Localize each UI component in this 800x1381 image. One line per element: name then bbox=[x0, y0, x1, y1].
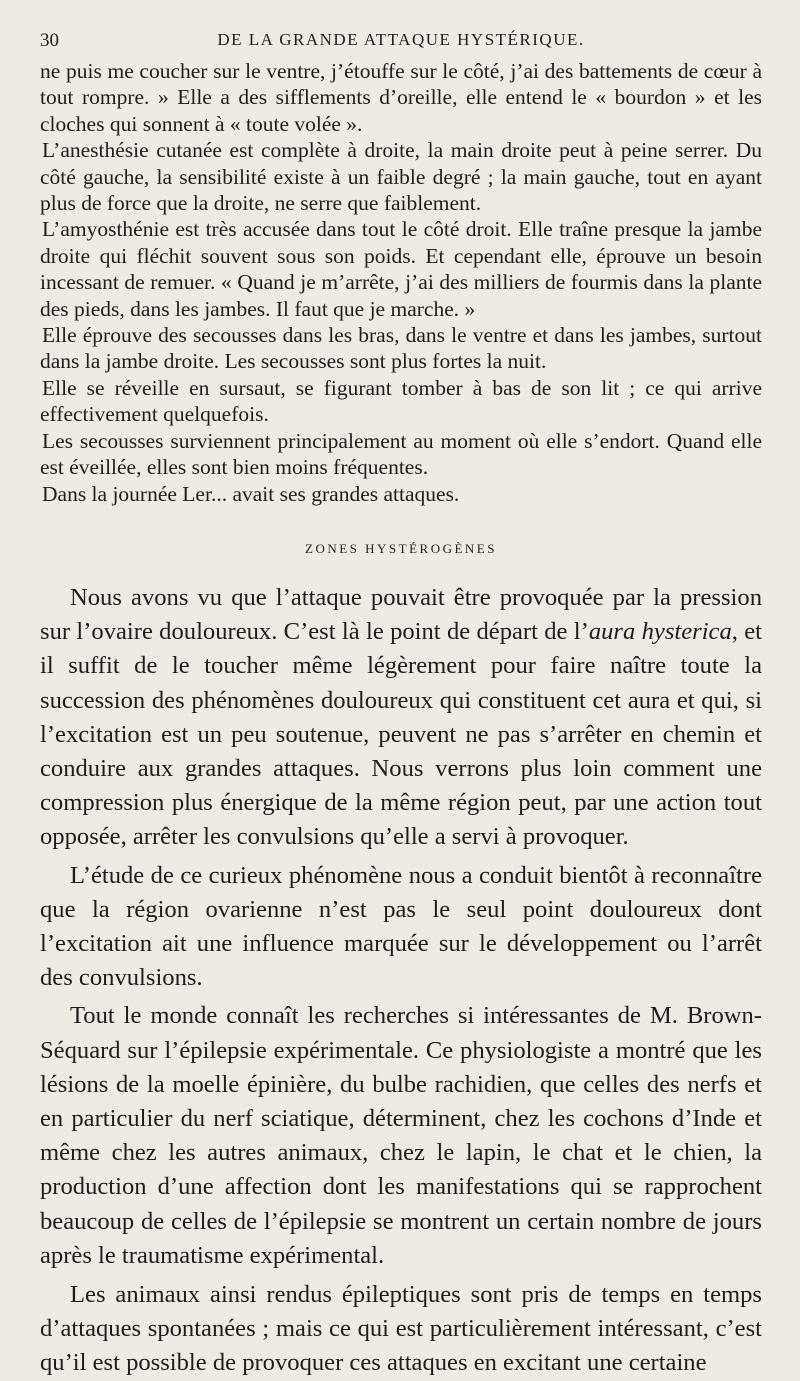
paragraph: Les secousses surviennent principalement au moment où elle s’endort. Quand elle est éveillée, elles sont bien moins fréquentes. bbox=[40, 428, 762, 480]
italic-term: aura hysterica bbox=[588, 618, 732, 646]
paragraph: Dans la journée Ler... avait ses grandes attaques. bbox=[42, 481, 460, 506]
text-run: , et il suffit de le toucher même légèrement pour faire naître toute la succession des phénomènes douloureux qui constituent cet aura et qui, si l’excitation est un peu soutenue, peuvent ne pas s’arrêter en chemin et conduire aux grandes attaques. Nous verrons plus loin comment une compression plus énergique de la même région peut, par une action tout opposée, arrêter les convulsions qu’elle a servi à provoquer. bbox=[40, 618, 762, 851]
book-page bbox=[40, 24, 762, 1381]
paragraph: ne puis me coucher sur le ventre, j’étouffe sur le côté, j’ai des battements de cœur à tout rompre. » Elle a des sifflements d’oreille, elle entend le « bourdon » et les cloches qui sonnent à « toute volée ». bbox=[40, 59, 762, 136]
main-text bbox=[40, 581, 762, 1381]
case-notes bbox=[40, 58, 762, 507]
paragraph bbox=[40, 581, 762, 855]
paragraph: Tout le monde connaît les recherches si intéressantes de M. Brown-Séquard sur l’épilepsie expérimentale. Ce physiologiste a montré que les lésions de la moelle épinière, du bulbe rachidien, que celles des nerfs et en particulier du nerf sciatique, déterminent, chez les cochons d’Inde et même chez les autres animaux, chez le lapin, le chat et le chien, la production d’une affection dont les manifestations qui se rapprochent beaucoup de celles de l’épilepsie se montrent un certain nombre de jours après le traumatisme expérimental. bbox=[40, 1002, 762, 1269]
paragraph: Elle se réveille en sursaut, se figurant tomber à bas de son lit ; ce qui arrive effectivement quelquefois. bbox=[40, 375, 762, 427]
page-header bbox=[40, 24, 762, 58]
text-run: Nous avons vu que l’attaque pouvait être provoquée par la pression sur l’ovaire douloureux. C’est là le point de départ de l’ bbox=[40, 583, 762, 646]
paragraph: L’anesthésie cutanée est complète à droite, la main droite peut à peine serrer. Du côté gauche, la sensibilité existe à un faible degré ; la main gauche, tout en ayant plus de force que la droite, ne serre que faiblement. bbox=[40, 138, 762, 216]
running-title: DE LA GRANDE ATTAQUE HYSTÉRIQUE. bbox=[217, 30, 585, 49]
paragraph: Elle éprouve des secousses dans les bras, dans le ventre et dans les jambes, surtout dans la jambe droite. Les secousses sont plus fortes la nuit. bbox=[40, 323, 762, 374]
section-title: ZONES HYSTÉROGÈNES bbox=[305, 540, 497, 556]
paragraph: L’amyosthénie est très accusée dans tout le côté droit. Elle traîne presque la jambe droite qui fléchit souvent sous son poids. Et cependant elle, éprouve un besoin incessant de remuer. « Quand je m’arrête, j’ai des milliers de fourmis dans la plante des pieds, dans les jambes. Il faut que je marche. » bbox=[40, 217, 762, 321]
paragraph: L’étude de ce curieux phénomène nous a conduit bientôt à reconnaître que la région ovarienne n’est pas le seul point douloureux dont l’excitation ait une influence marquée sur le développement ou l’arrêt des convulsions. bbox=[40, 861, 762, 992]
paragraph: Les animaux ainsi rendus épileptiques sont pris de temps en temps d’attaques spontanées ; mais ce qui est particulièrement intéressant, c’est qu’il est possible de provoquer ces attaques en excitant une certaine bbox=[40, 1280, 762, 1377]
page-number: 30 bbox=[40, 30, 59, 51]
